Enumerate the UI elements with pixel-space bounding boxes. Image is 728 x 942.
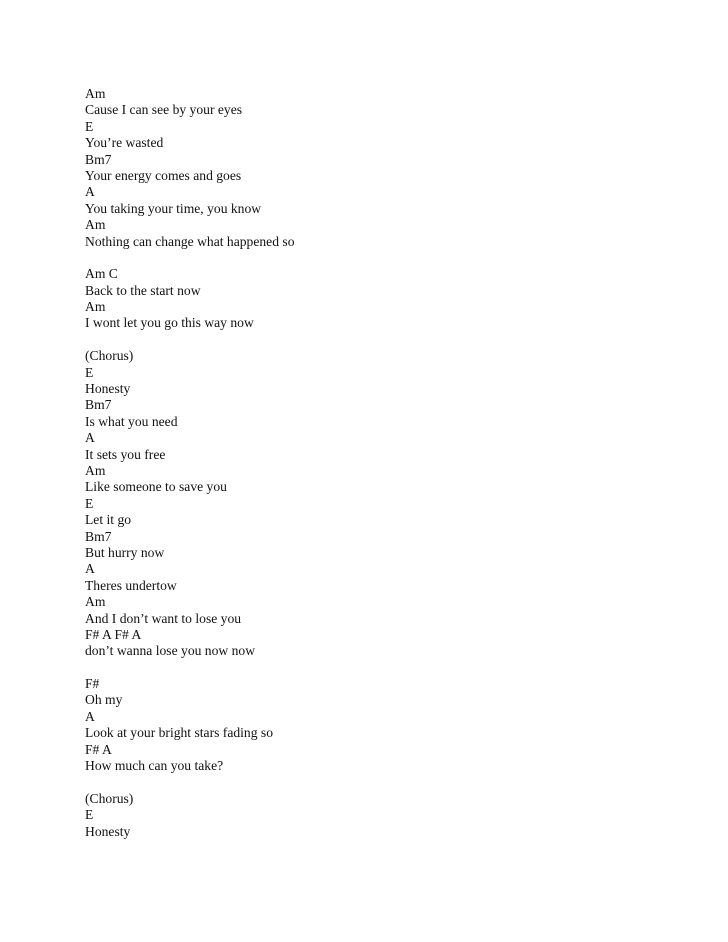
text-line: E: [85, 364, 94, 380]
text-line: E: [85, 807, 94, 823]
text-line: E: [85, 495, 94, 511]
text-line: You’re wasted: [85, 135, 164, 151]
text-line: A: [85, 708, 95, 724]
text-line: How much can you take?: [85, 758, 224, 774]
text-line: Nothing can change what happened so: [85, 233, 295, 249]
text-line: Theres undertow: [85, 577, 177, 593]
blank-line: [85, 774, 295, 790]
blank-line: [85, 250, 295, 266]
text-line: Look at your bright stars fading so: [85, 725, 274, 741]
text-line: A: [85, 184, 95, 200]
text-line: Am: [85, 86, 106, 101]
text-line: F#: [85, 676, 100, 692]
text-line: Am: [85, 299, 106, 315]
text-line: Honesty: [85, 823, 131, 839]
text-line: Your energy comes and goes: [85, 167, 242, 183]
text-line: Let it go: [85, 512, 132, 528]
text-line: It sets you free: [85, 446, 166, 462]
text-line: Bm7: [85, 151, 112, 167]
text-line: Back to the start now: [85, 282, 201, 298]
text-line: I wont let you go this way now: [85, 315, 254, 331]
text-line: And I don’t want to lose you: [85, 610, 242, 626]
text-line: F# A: [85, 741, 112, 757]
text-line: Bm7: [85, 397, 112, 413]
blank-line: [85, 332, 295, 348]
text-line: F# A F# A: [85, 626, 142, 642]
text-line: Is what you need: [85, 413, 178, 429]
text-line: (Chorus): [85, 790, 134, 806]
text-line: Am: [85, 594, 106, 610]
text-line: Am: [85, 462, 106, 478]
text-line: Am: [85, 217, 106, 233]
text-line: Cause I can see by your eyes: [85, 102, 243, 118]
text-line: Bm7: [85, 528, 112, 544]
text-line: Am C: [85, 266, 118, 282]
text-line: E: [85, 118, 94, 134]
text-line: Honesty: [85, 381, 131, 397]
text-line: A: [85, 430, 95, 446]
text-line: A: [85, 561, 95, 577]
text-line: You taking your time, you know: [85, 200, 262, 216]
text-line: Like someone to save you: [85, 479, 227, 495]
text-line: (Chorus): [85, 348, 134, 364]
text-line: But hurry now: [85, 544, 165, 560]
lyrics-body: [85, 86, 295, 840]
blank-line: [85, 660, 295, 676]
text-line: Oh my: [85, 692, 123, 708]
text-line: don’t wanna lose you now now: [85, 643, 256, 659]
